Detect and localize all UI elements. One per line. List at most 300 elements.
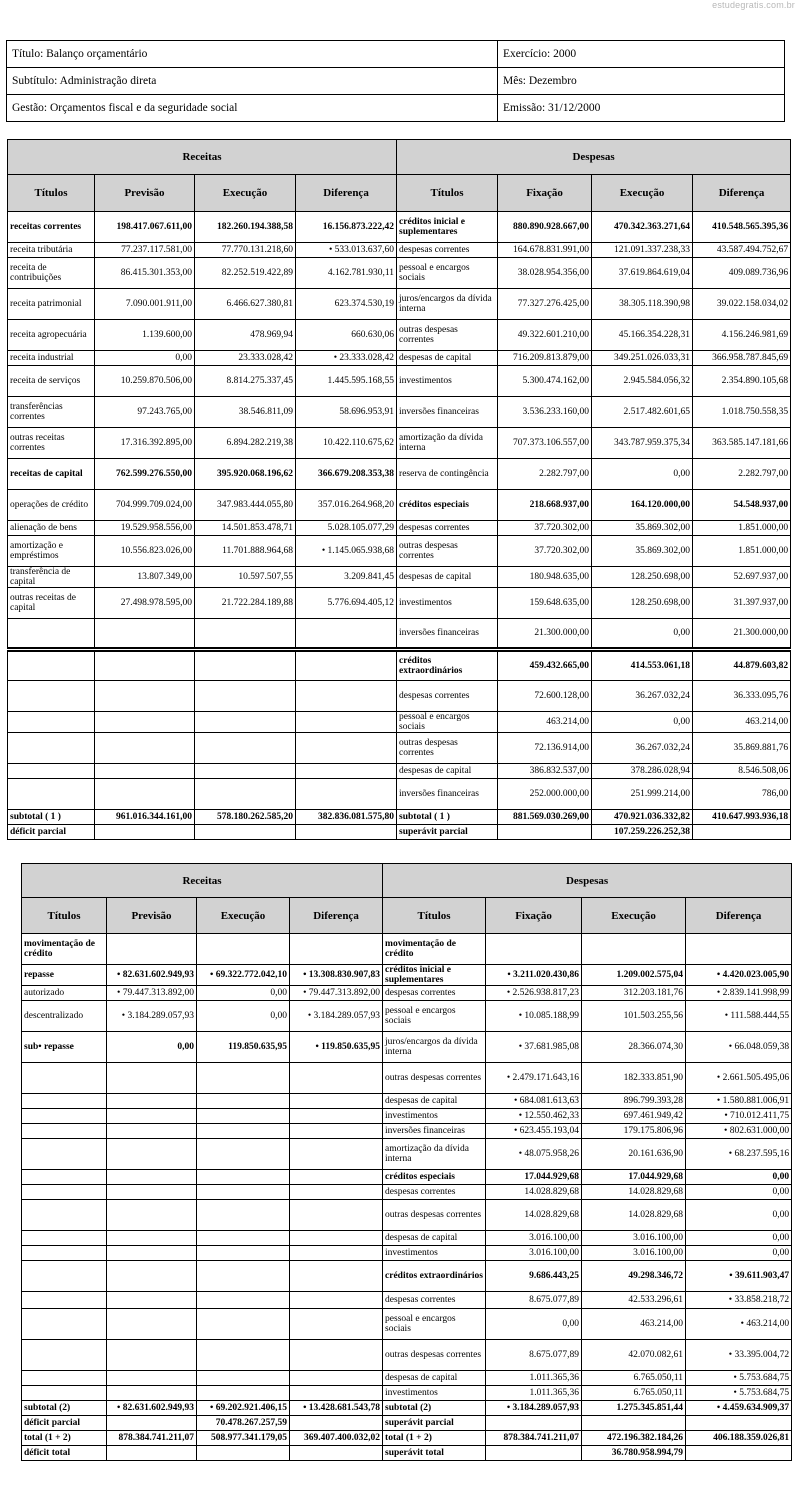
value-cell: 707.373.106.557,00 bbox=[498, 428, 592, 459]
row-title-cell: outras despesas correntes bbox=[397, 320, 498, 351]
value-cell: 77.770.131.218,60 bbox=[195, 243, 296, 258]
value-cell: 13.807.349,00 bbox=[95, 567, 195, 588]
value-cell: • 710.012.411,75 bbox=[686, 1109, 792, 1124]
value-cell bbox=[296, 712, 397, 733]
row-title-cell: amortização da dívida interna bbox=[383, 1139, 486, 1170]
value-cell: 27.498.978.595,00 bbox=[95, 588, 195, 619]
row-title-cell: descentralizado bbox=[22, 1001, 107, 1032]
row-title-cell bbox=[8, 779, 95, 810]
report-header bbox=[6, 40, 785, 122]
row-title-cell bbox=[22, 1124, 107, 1139]
col-header: Previsão bbox=[95, 175, 195, 212]
table-row bbox=[8, 681, 791, 712]
col-header: Execução bbox=[582, 898, 686, 934]
value-cell bbox=[197, 1292, 290, 1309]
value-cell: • 2.479.171.643,16 bbox=[486, 1063, 582, 1094]
value-cell: 406.188.359.026,81 bbox=[686, 1431, 792, 1446]
row-title-cell: créditos especiais bbox=[383, 1170, 486, 1185]
value-cell bbox=[290, 1109, 383, 1124]
row-title-cell bbox=[22, 1309, 107, 1340]
row-title-cell bbox=[22, 1340, 107, 1371]
table-row bbox=[22, 965, 792, 986]
value-cell: 8.814.275.337,45 bbox=[195, 366, 296, 397]
value-cell bbox=[107, 934, 197, 965]
value-cell: 2.354.890.105,68 bbox=[693, 366, 791, 397]
value-cell: 704.999.709.024,00 bbox=[95, 490, 195, 521]
value-cell: 716.209.813.879,00 bbox=[498, 351, 592, 366]
value-cell: 1.851.000,00 bbox=[693, 521, 791, 536]
table-row bbox=[22, 1309, 792, 1340]
row-title-cell: créditos inicial e suplementares bbox=[383, 965, 486, 986]
row-title-cell bbox=[22, 1386, 107, 1401]
value-cell: 77.237.117.581,00 bbox=[95, 243, 195, 258]
value-cell bbox=[290, 934, 383, 965]
row-title-cell: repasse bbox=[22, 965, 107, 986]
value-cell: • 5.753.684,75 bbox=[686, 1386, 792, 1401]
value-cell: 395.920.068.196,62 bbox=[195, 459, 296, 490]
row-title-cell bbox=[8, 733, 95, 764]
value-cell bbox=[195, 733, 296, 764]
report-month: Mês: Dezembro bbox=[498, 68, 785, 95]
value-cell: 164.120.000,00 bbox=[592, 490, 693, 521]
value-cell bbox=[95, 650, 195, 681]
value-cell bbox=[107, 1200, 197, 1231]
value-cell bbox=[197, 1170, 290, 1185]
value-cell: 357.016.264.968,20 bbox=[296, 490, 397, 521]
value-cell bbox=[290, 1246, 383, 1261]
row-title-cell: outras despesas correntes bbox=[383, 1340, 486, 1371]
value-cell: 0,00 bbox=[592, 712, 693, 733]
value-cell: • 82.631.602.949,93 bbox=[107, 1401, 197, 1416]
table-row bbox=[22, 1340, 792, 1371]
value-cell: 366.679.208.353,38 bbox=[296, 459, 397, 490]
value-cell: 119.850.635,95 bbox=[197, 1032, 290, 1063]
value-cell bbox=[95, 779, 195, 810]
row-title-cell: receita de contribuições bbox=[8, 258, 95, 289]
row-title-cell: pessoal e encargos sociais bbox=[383, 1309, 486, 1340]
value-cell: 697.461.949,42 bbox=[582, 1109, 686, 1124]
value-cell: 23.333.028,42 bbox=[195, 351, 296, 366]
value-cell: • 82.631.602.949,93 bbox=[107, 965, 197, 986]
row-title-cell: superávit total bbox=[383, 1446, 486, 1461]
value-cell bbox=[290, 1386, 383, 1401]
value-cell: 121.091.337.238,33 bbox=[592, 243, 693, 258]
row-title-cell: outras despesas correntes bbox=[383, 1200, 486, 1231]
value-cell: 363.585.147.181,66 bbox=[693, 428, 791, 459]
value-cell: 5.300.474.162,00 bbox=[498, 366, 592, 397]
row-title-cell: outras despesas correntes bbox=[397, 733, 498, 764]
col-header: Títulos bbox=[8, 175, 95, 212]
value-cell: • 48.075.958,26 bbox=[486, 1139, 582, 1170]
table-row bbox=[8, 536, 791, 567]
value-cell bbox=[197, 1261, 290, 1292]
value-cell bbox=[197, 1386, 290, 1401]
value-cell: 11.701.888.964,68 bbox=[195, 536, 296, 567]
value-cell: 35.869.881,76 bbox=[693, 733, 791, 764]
value-cell bbox=[95, 733, 195, 764]
row-title-cell: investimentos bbox=[383, 1386, 486, 1401]
value-cell: 182.333.851,90 bbox=[582, 1063, 686, 1094]
row-title-cell bbox=[22, 1292, 107, 1309]
value-cell: • 2.661.505.495,06 bbox=[686, 1063, 792, 1094]
value-cell: 198.417.067.611,00 bbox=[95, 212, 195, 243]
value-cell bbox=[582, 934, 686, 965]
row-title-cell: investimentos bbox=[397, 366, 498, 397]
value-cell: 28.366.074,30 bbox=[582, 1032, 686, 1063]
value-cell: 45.166.354.228,31 bbox=[592, 320, 693, 351]
value-cell: 218.668.937,00 bbox=[498, 490, 592, 521]
value-cell: 77.327.276.425,00 bbox=[498, 289, 592, 320]
value-cell: 459.432.665,00 bbox=[498, 650, 592, 681]
row-title-cell: superávit parcial bbox=[397, 825, 498, 840]
table-row bbox=[22, 1032, 792, 1063]
value-cell: 896.799.393,28 bbox=[582, 1094, 686, 1109]
table-row bbox=[22, 1386, 792, 1401]
value-cell bbox=[486, 1416, 582, 1431]
table-row bbox=[8, 351, 791, 366]
value-cell: 0,00 bbox=[592, 459, 693, 490]
table-row bbox=[22, 1446, 792, 1461]
value-cell: 312.203.181,76 bbox=[582, 986, 686, 1001]
row-title-cell bbox=[8, 650, 95, 681]
value-cell bbox=[290, 1340, 383, 1371]
table-row bbox=[8, 212, 791, 243]
value-cell bbox=[95, 712, 195, 733]
value-cell: • 12.550.462,33 bbox=[486, 1109, 582, 1124]
row-title-cell bbox=[22, 1231, 107, 1246]
value-cell: 1.011.365,36 bbox=[486, 1371, 582, 1386]
value-cell: • 1.580.881.006,91 bbox=[686, 1094, 792, 1109]
value-cell: • 3.184.289.057,93 bbox=[486, 1401, 582, 1416]
row-title-cell: créditos especiais bbox=[397, 490, 498, 521]
value-cell: • 119.850.635,95 bbox=[290, 1032, 383, 1063]
row-title-cell bbox=[22, 1063, 107, 1094]
receitas-heading: Receitas bbox=[22, 864, 383, 898]
row-title-cell: despesas correntes bbox=[397, 681, 498, 712]
value-cell: 44.879.603,82 bbox=[693, 650, 791, 681]
value-cell: • 23.333.028,42 bbox=[296, 351, 397, 366]
row-title-cell: déficit parcial bbox=[8, 825, 95, 840]
col-header: Diferença bbox=[296, 175, 397, 212]
value-cell bbox=[197, 1109, 290, 1124]
value-cell bbox=[296, 779, 397, 810]
value-cell bbox=[290, 1261, 383, 1292]
value-cell bbox=[195, 764, 296, 779]
row-title-cell: despesas de capital bbox=[383, 1094, 486, 1109]
row-title-cell: receitas correntes bbox=[8, 212, 95, 243]
value-cell bbox=[686, 1446, 792, 1461]
value-cell: 70.478.267.257,59 bbox=[197, 1416, 290, 1431]
value-cell: 386.832.537,00 bbox=[498, 764, 592, 779]
value-cell bbox=[107, 1292, 197, 1309]
value-cell: 470.342.363.271,64 bbox=[592, 212, 693, 243]
value-cell bbox=[290, 1292, 383, 1309]
value-cell: 463.214,00 bbox=[693, 712, 791, 733]
row-title-cell: pessoal e encargos sociais bbox=[397, 258, 498, 289]
row-title-cell: juros/encargos da dívida interna bbox=[383, 1032, 486, 1063]
value-cell: 49.322.601.210,00 bbox=[498, 320, 592, 351]
value-cell bbox=[290, 1094, 383, 1109]
value-cell: 36.267.032,24 bbox=[592, 681, 693, 712]
table-row bbox=[8, 588, 791, 619]
value-cell bbox=[195, 779, 296, 810]
value-cell: • 463.214,00 bbox=[686, 1309, 792, 1340]
value-cell: 58.696.953,91 bbox=[296, 397, 397, 428]
value-cell: 38.546.811,09 bbox=[195, 397, 296, 428]
row-title-cell: amortização da dívida interna bbox=[397, 428, 498, 459]
value-cell: 37.619.864.619,04 bbox=[592, 258, 693, 289]
value-cell: 2.517.482.601,65 bbox=[592, 397, 693, 428]
table-row bbox=[8, 779, 791, 810]
value-cell bbox=[498, 825, 592, 840]
value-cell bbox=[290, 1139, 383, 1170]
value-cell: 660.630,06 bbox=[296, 320, 397, 351]
value-cell: 179.175.806,96 bbox=[582, 1124, 686, 1139]
value-cell bbox=[195, 650, 296, 681]
value-cell: • 5.753.684,75 bbox=[686, 1371, 792, 1386]
row-title-cell: outras receitas correntes bbox=[8, 428, 95, 459]
value-cell: 0,00 bbox=[486, 1309, 582, 1340]
value-cell: 410.548.565.395,36 bbox=[693, 212, 791, 243]
value-cell: 86.415.301.353,00 bbox=[95, 258, 195, 289]
value-cell: 17.316.392.895,00 bbox=[95, 428, 195, 459]
row-title-cell: receitas de capital bbox=[8, 459, 95, 490]
row-title-cell: autorizado bbox=[22, 986, 107, 1001]
row-title-cell: despesas correntes bbox=[383, 1185, 486, 1200]
value-cell: 31.397.937,00 bbox=[693, 588, 791, 619]
value-cell bbox=[486, 1446, 582, 1461]
value-cell bbox=[95, 825, 195, 840]
value-cell: 1.851.000,00 bbox=[693, 536, 791, 567]
value-cell bbox=[290, 1200, 383, 1231]
table-row bbox=[8, 825, 791, 840]
value-cell: 347.983.444.055,80 bbox=[195, 490, 296, 521]
col-header: Títulos bbox=[397, 175, 498, 212]
value-cell: • 2.526.938.817,23 bbox=[486, 986, 582, 1001]
table-row bbox=[8, 567, 791, 588]
value-cell: 14.028.829,68 bbox=[486, 1200, 582, 1231]
value-cell bbox=[296, 733, 397, 764]
table-row bbox=[22, 1292, 792, 1309]
row-title-cell bbox=[8, 764, 95, 779]
value-cell: • 2.839.141.998,99 bbox=[686, 986, 792, 1001]
value-cell: 343.787.959.375,34 bbox=[592, 428, 693, 459]
row-title-cell bbox=[8, 619, 95, 650]
value-cell bbox=[197, 1309, 290, 1340]
value-cell: 961.016.344.161,00 bbox=[95, 810, 195, 825]
table-row bbox=[8, 428, 791, 459]
col-header: Execução bbox=[195, 175, 296, 212]
row-title-cell: receita agropecuária bbox=[8, 320, 95, 351]
row-title-cell: despesas de capital bbox=[383, 1231, 486, 1246]
value-cell bbox=[107, 1386, 197, 1401]
value-cell bbox=[107, 1124, 197, 1139]
value-cell: 20.161.636,90 bbox=[582, 1139, 686, 1170]
value-cell bbox=[107, 1063, 197, 1094]
row-title-cell: outras despesas correntes bbox=[383, 1063, 486, 1094]
value-cell: 3.209.841,45 bbox=[296, 567, 397, 588]
value-cell: 35.869.302,00 bbox=[592, 521, 693, 536]
value-cell: 164.678.831.991,00 bbox=[498, 243, 592, 258]
row-title-cell: pessoal e encargos sociais bbox=[383, 1001, 486, 1032]
value-cell bbox=[107, 1416, 197, 1431]
value-cell: 1.139.600,00 bbox=[95, 320, 195, 351]
row-title-cell: investimentos bbox=[383, 1246, 486, 1261]
table-row bbox=[22, 1246, 792, 1261]
value-cell: 251.999.214,00 bbox=[592, 779, 693, 810]
value-cell: • 39.611.903,47 bbox=[686, 1261, 792, 1292]
value-cell bbox=[195, 681, 296, 712]
value-cell: • 37.681.985,08 bbox=[486, 1032, 582, 1063]
value-cell: 97.243.765,00 bbox=[95, 397, 195, 428]
row-title-cell: subtotal ( 1 ) bbox=[397, 810, 498, 825]
col-header: Diferença bbox=[290, 898, 383, 934]
value-cell: 366.958.787.845,69 bbox=[693, 351, 791, 366]
value-cell bbox=[197, 1185, 290, 1200]
value-cell: 1.011.365,36 bbox=[486, 1386, 582, 1401]
value-cell: 0,00 bbox=[95, 351, 195, 366]
value-cell: 5.776.694.405,12 bbox=[296, 588, 397, 619]
value-cell bbox=[296, 650, 397, 681]
value-cell: 180.948.635,00 bbox=[498, 567, 592, 588]
value-cell: 0,00 bbox=[686, 1185, 792, 1200]
report-subtitle: Subtítulo: Administração direta bbox=[7, 68, 498, 95]
value-cell bbox=[107, 1246, 197, 1261]
value-cell: 10.422.110.675,62 bbox=[296, 428, 397, 459]
row-title-cell: despesas correntes bbox=[383, 986, 486, 1001]
value-cell bbox=[107, 1139, 197, 1170]
col-header: Títulos bbox=[22, 898, 107, 934]
value-cell: 39.022.158.034,02 bbox=[693, 289, 791, 320]
value-cell: 38.305.118.390,98 bbox=[592, 289, 693, 320]
value-cell: 14.028.829,68 bbox=[582, 1185, 686, 1200]
value-cell bbox=[197, 1246, 290, 1261]
value-cell: 0,00 bbox=[686, 1246, 792, 1261]
value-cell: 1.018.750.558,35 bbox=[693, 397, 791, 428]
value-cell: 0,00 bbox=[686, 1170, 792, 1185]
row-title-cell bbox=[22, 1170, 107, 1185]
row-title-cell bbox=[22, 1185, 107, 1200]
value-cell bbox=[107, 1309, 197, 1340]
row-title-cell: despesas de capital bbox=[397, 351, 498, 366]
row-title-cell: receita patrimonial bbox=[8, 289, 95, 320]
value-cell: 3.016.100,00 bbox=[486, 1231, 582, 1246]
value-cell: • 66.048.059,38 bbox=[686, 1032, 792, 1063]
value-cell: 880.890.928.667,00 bbox=[498, 212, 592, 243]
value-cell bbox=[290, 1416, 383, 1431]
value-cell: 19.529.958.556,00 bbox=[95, 521, 195, 536]
table-row bbox=[22, 1001, 792, 1032]
value-cell bbox=[296, 619, 397, 650]
row-title-cell: subtotal (2) bbox=[22, 1401, 107, 1416]
table-row bbox=[8, 619, 791, 650]
table-row bbox=[8, 258, 791, 289]
row-title-cell bbox=[22, 1261, 107, 1292]
value-cell: 159.648.635,00 bbox=[498, 588, 592, 619]
table-row bbox=[8, 320, 791, 351]
table-row bbox=[22, 1261, 792, 1292]
column-header-row bbox=[8, 175, 791, 212]
value-cell: 410.647.993.936,18 bbox=[693, 810, 791, 825]
balance-table-1 bbox=[7, 139, 791, 840]
value-cell: 82.252.519.422,89 bbox=[195, 258, 296, 289]
value-cell bbox=[582, 1416, 686, 1431]
value-cell bbox=[290, 1170, 383, 1185]
table-row bbox=[22, 1371, 792, 1386]
row-title-cell: despesas de capital bbox=[397, 764, 498, 779]
row-title-cell: investimentos bbox=[383, 1109, 486, 1124]
table-row bbox=[8, 366, 791, 397]
despesas-heading: Despesas bbox=[383, 864, 792, 898]
table-row bbox=[8, 733, 791, 764]
value-cell: 36.333.095,76 bbox=[693, 681, 791, 712]
table-row bbox=[8, 243, 791, 258]
col-header: Diferença bbox=[693, 175, 791, 212]
value-cell: 43.587.494.752,67 bbox=[693, 243, 791, 258]
value-cell: 16.156.873.222,42 bbox=[296, 212, 397, 243]
value-cell bbox=[197, 1094, 290, 1109]
value-cell bbox=[290, 1371, 383, 1386]
value-cell bbox=[95, 764, 195, 779]
value-cell: 4.162.781.930,11 bbox=[296, 258, 397, 289]
value-cell: 1.275.345.851,44 bbox=[582, 1401, 686, 1416]
column-header-row bbox=[22, 898, 792, 934]
receitas-heading: Receitas bbox=[8, 140, 397, 175]
value-cell: 10.597.507,55 bbox=[195, 567, 296, 588]
value-cell bbox=[290, 1309, 383, 1340]
value-cell: 6.894.282.219,38 bbox=[195, 428, 296, 459]
row-title-cell: alienação de bens bbox=[8, 521, 95, 536]
value-cell bbox=[290, 1063, 383, 1094]
row-title-cell bbox=[22, 1200, 107, 1231]
col-header: Títulos bbox=[383, 898, 486, 934]
value-cell bbox=[197, 1200, 290, 1231]
row-title-cell: outras receitas de capital bbox=[8, 588, 95, 619]
value-cell: 378.286.028,94 bbox=[592, 764, 693, 779]
value-cell: • 33.395.004,72 bbox=[686, 1340, 792, 1371]
value-cell: • 623.455.193,04 bbox=[486, 1124, 582, 1139]
value-cell bbox=[693, 825, 791, 840]
value-cell: 3.016.100,00 bbox=[582, 1231, 686, 1246]
value-cell: 54.548.937,00 bbox=[693, 490, 791, 521]
value-cell bbox=[486, 934, 582, 965]
col-header: Execução bbox=[592, 175, 693, 212]
value-cell: 8.546.508,06 bbox=[693, 764, 791, 779]
value-cell bbox=[296, 764, 397, 779]
value-cell bbox=[107, 1340, 197, 1371]
value-cell: 1.209.002.575,04 bbox=[582, 965, 686, 986]
value-cell: 463.214,00 bbox=[498, 712, 592, 733]
value-cell: 1.445.595.168,55 bbox=[296, 366, 397, 397]
row-title-cell bbox=[22, 1139, 107, 1170]
value-cell: • 69.322.772.042,10 bbox=[197, 965, 290, 986]
value-cell bbox=[107, 1109, 197, 1124]
value-cell: 8.675.077,89 bbox=[486, 1292, 582, 1309]
col-header: Previsão bbox=[107, 898, 197, 934]
row-title-cell: subtotal ( 1 ) bbox=[8, 810, 95, 825]
value-cell: 7.090.001.911,00 bbox=[95, 289, 195, 320]
value-cell: 72.136.914,00 bbox=[498, 733, 592, 764]
table-row bbox=[8, 289, 791, 320]
value-cell: 478.969,94 bbox=[195, 320, 296, 351]
value-cell: 49.298.346,72 bbox=[582, 1261, 686, 1292]
value-cell: • 802.631.000,00 bbox=[686, 1124, 792, 1139]
value-cell: • 10.085.188,99 bbox=[486, 1001, 582, 1032]
value-cell: 17.044.929,68 bbox=[486, 1170, 582, 1185]
col-header: Fixação bbox=[486, 898, 582, 934]
table-row bbox=[22, 1094, 792, 1109]
value-cell: 2.945.584.056,32 bbox=[592, 366, 693, 397]
